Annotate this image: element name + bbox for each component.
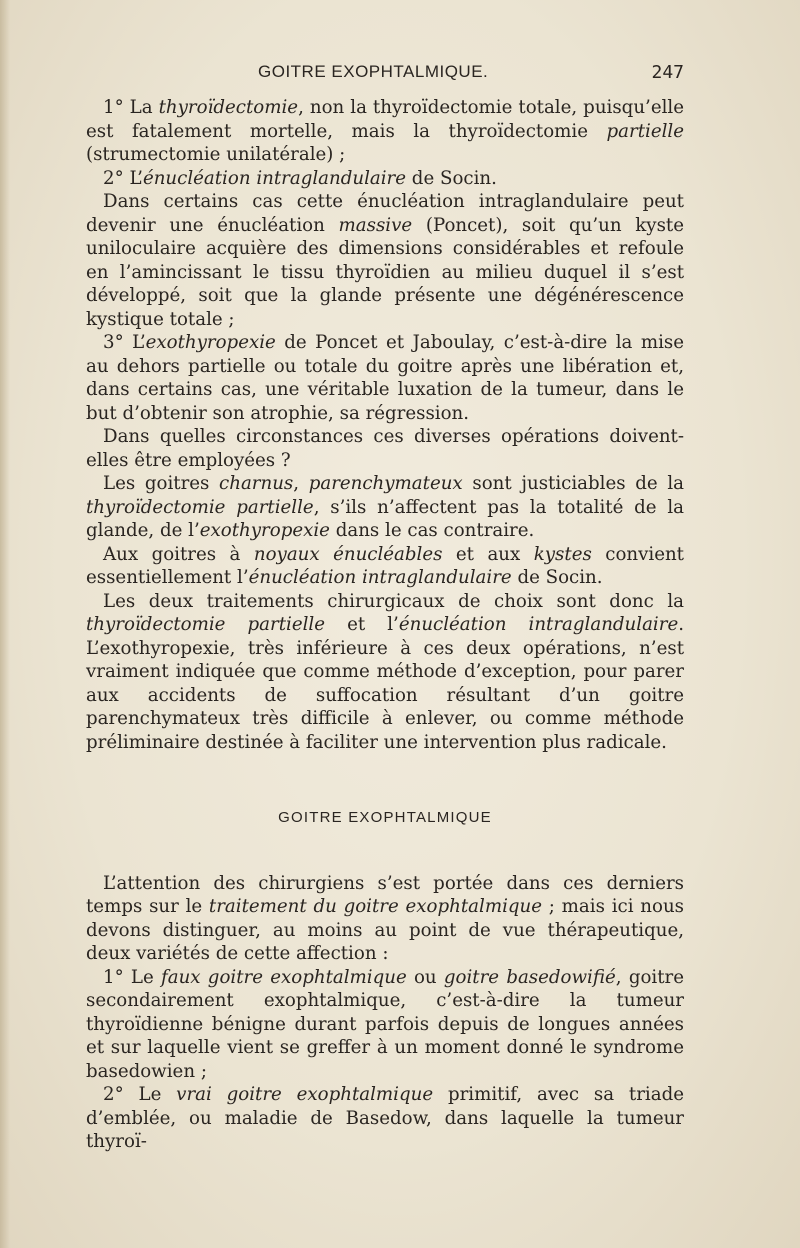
paragraph	[86, 543, 684, 590]
paragraph	[86, 590, 684, 755]
text-run: Dans quelles circonstances ces diverses opérations doivent-elles être employées ?	[86, 426, 684, 471]
paragraph	[86, 872, 684, 966]
text-run: , non la thyroïdectomie totale, puisqu’elle est fatalement mortelle, mais la thyroïdectomie	[86, 97, 684, 142]
paragraph	[86, 966, 684, 1084]
text-run: et l’	[325, 614, 399, 635]
paragraph	[86, 331, 684, 425]
text-run: Dans certains cas cette énucléation intraglandulaire peut devenir une énucléation	[86, 191, 684, 236]
page-number: 247	[651, 62, 684, 83]
italic-run: charnus	[219, 473, 294, 494]
italic-run: parenchymateux	[308, 473, 463, 494]
italic-run: massive	[338, 214, 413, 236]
page-edge-shadow	[0, 0, 10, 1248]
text-run: (strumectomie unilatérale) ;	[86, 144, 346, 165]
text-run: 2° L’	[103, 167, 143, 189]
text-run: , s’ils n’affectent pas la totalité de la glande, de l’	[86, 496, 684, 541]
text-run: ou	[406, 966, 444, 988]
paragraph	[86, 472, 684, 543]
text-run: Les deux traitements chirurgicaux de choix sont donc la	[103, 590, 684, 612]
text-run: de Socin.	[511, 567, 603, 588]
text-run: dans le cas contraire.	[329, 520, 535, 541]
text-run: 1° La	[103, 97, 159, 118]
text-run: 2° Le	[103, 1084, 177, 1105]
text-run: (Poncet), soit qu’un kyste uniloculaire acquière des dimensions considérables et refoule en l’amincissant le tissu thyroïdien au milieu duquel il s’est développé, soit que la glande présente une dégénérescence kystique totale ;	[86, 214, 684, 330]
italic-run: partielle	[606, 120, 684, 142]
section-title: GOITRE EXOPHTALMIQUE	[278, 809, 492, 826]
text-run: Les goitres	[103, 473, 220, 494]
paragraph	[86, 167, 684, 191]
italic-run: thyroïdectomie partielle	[86, 496, 314, 518]
text-run: 1° Le	[103, 966, 162, 988]
text-run: convient essentiellement l’	[86, 543, 684, 588]
text-run: . L’exothyropexie, très inférieure à ces deux opérations, n’est vraiment indiquée que comme méthode d’exception, pour parer aux accidents de suffocation résultant d’un goitre parenchymateux très difficile à enlever, ou comme méthode préliminaire destinée à faciliter une intervention plus radicale.	[86, 614, 684, 753]
italic-run: thyroïdectomie	[158, 97, 299, 118]
text-run: L’attention des chirurgiens s’est portée dans ces derniers temps sur le	[86, 872, 684, 917]
page-body	[86, 96, 684, 1154]
paragraph	[86, 96, 684, 167]
bottom-text-block	[86, 872, 684, 1154]
text-run: et aux	[442, 543, 534, 565]
italic-run: thyroïdectomie partielle	[86, 614, 325, 635]
text-run: ; mais ici nous devons distinguer, au moins au point de vue thérapeutique, deux variétés de cette affection :	[86, 896, 684, 964]
text-run: de Poncet et Jaboulay, c’est-à-dire la mise au dehors partielle ou totale du goitre après une libération et, dans certains cas, une véritable luxation de la tumeur, dans le but d’obtenir son atrophie, sa régression.	[86, 332, 684, 424]
italic-run: noyaux énucléables	[253, 543, 443, 565]
section-gap	[86, 754, 684, 806]
page-header	[86, 62, 684, 88]
text-run: , goitre secondairement exophtalmique, c’est-à-dire la tumeur thyroïdienne bénigne durant parfois depuis de longues années et sur laquelle vient se greffer à un moment donné le syndrome basedowien ;	[86, 966, 684, 1082]
italic-run: traitement du goitre exophtalmique	[208, 896, 543, 917]
italic-run: exothyropexie	[145, 332, 276, 353]
italic-run: vrai goitre exophtalmique	[176, 1084, 434, 1105]
italic-run: énucléation intraglandulaire	[248, 567, 512, 588]
italic-run: faux goitre exophtalmique	[161, 966, 407, 988]
paragraph	[86, 1083, 684, 1154]
paragraph	[86, 190, 684, 331]
text-run: ,	[293, 473, 309, 494]
text-run: primitif, avec sa triade d’emblée, ou maladie de Basedow, dans laquelle la tumeur thyroï-	[86, 1084, 684, 1152]
italic-run: énucléation intraglandulaire	[398, 614, 679, 635]
italic-run: exothyropexie	[199, 520, 330, 541]
top-text-block	[86, 96, 684, 754]
text-run: sont justiciables de la	[462, 473, 684, 494]
italic-run: énucléation intraglandulaire	[142, 167, 407, 189]
text-run: de Socin.	[406, 167, 497, 189]
text-run: 3° L’	[103, 332, 146, 353]
paragraph	[86, 425, 684, 472]
italic-run: goitre basedowifié	[443, 966, 616, 988]
running-title: GOITRE EXOPHTALMIQUE.	[258, 62, 489, 81]
italic-run: kystes	[533, 543, 592, 565]
text-run: Aux goitres à	[103, 543, 254, 565]
